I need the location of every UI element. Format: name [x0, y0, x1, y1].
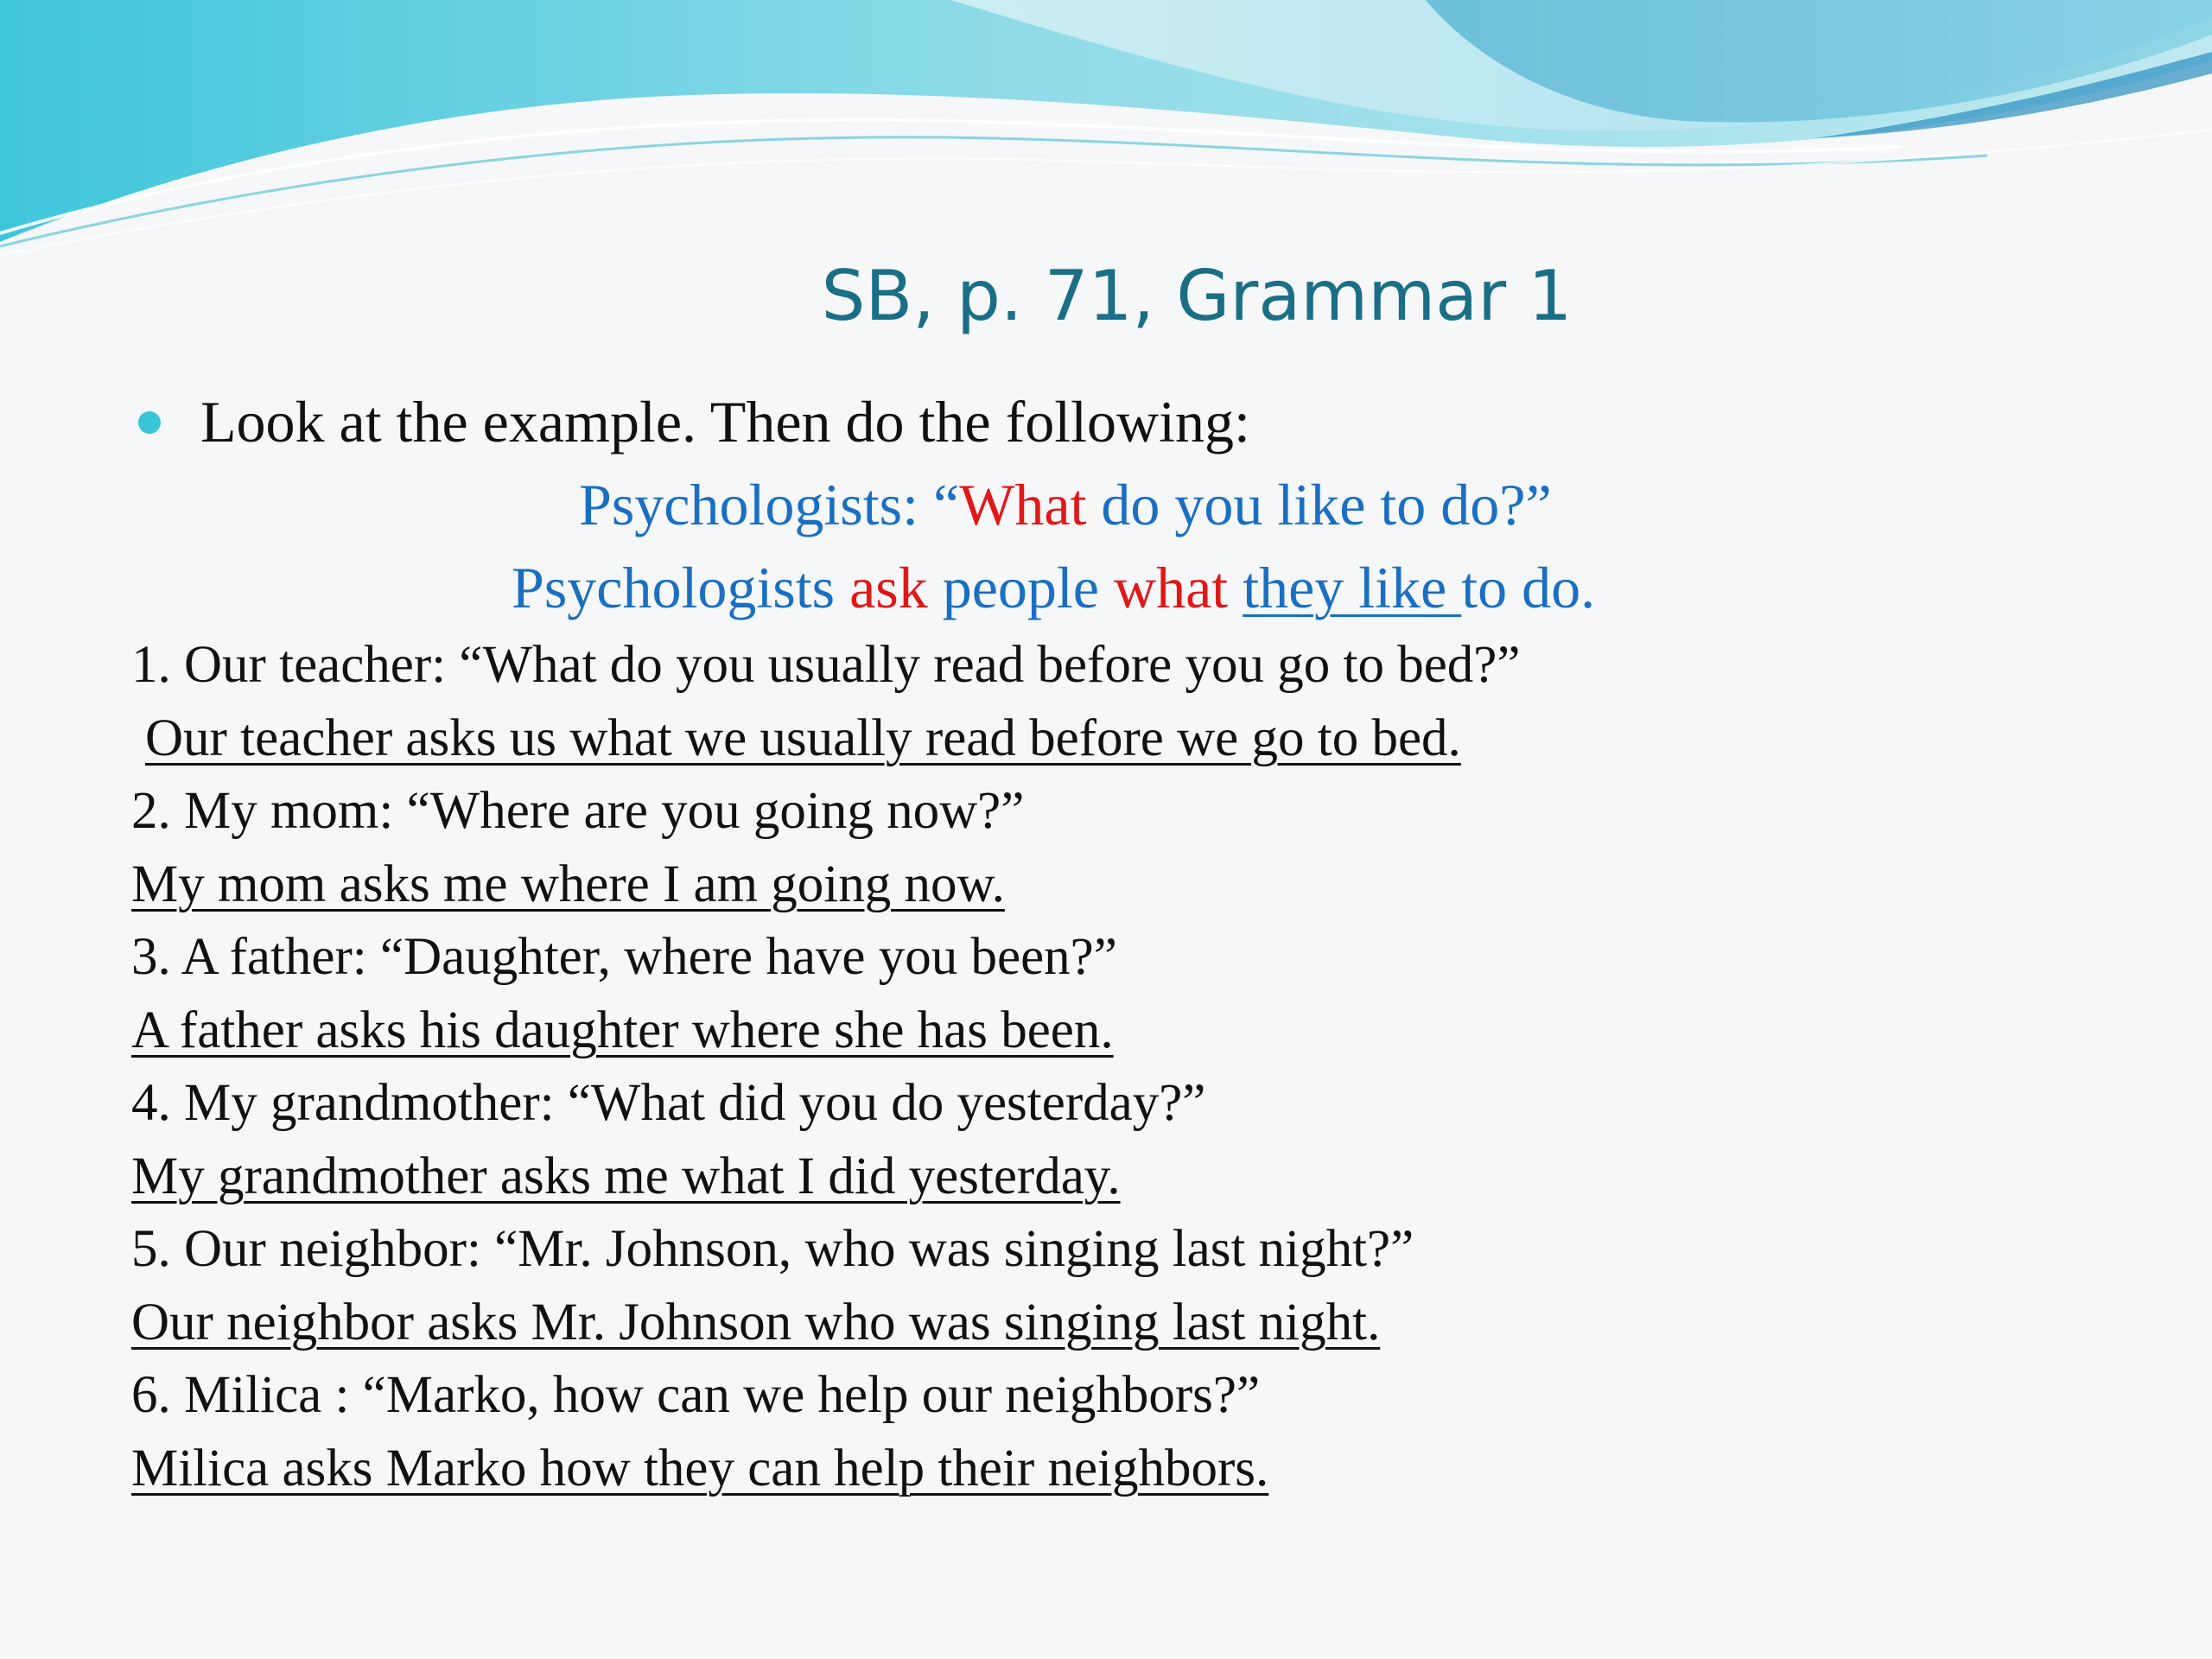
example-question-highlight: What: [959, 472, 1087, 537]
exercise-question: 3. A father: “Daughter, where have you been?”: [131, 928, 1117, 986]
exercise-question: 6. Milica : “Marko, how can we help our neighbors?”: [131, 1366, 1261, 1424]
exercise-answer: Our neighbor asks Mr. Johnson who was singing last night.: [131, 1293, 1381, 1351]
exercise-question: 2. My mom: “Where are you going now?”: [131, 782, 1025, 840]
example-answer-highlight: ask: [849, 555, 928, 620]
example-answer-highlight: what: [1114, 555, 1229, 620]
exercise-answer: Our teacher asks us what we usually read before we go to bed.: [145, 709, 1461, 767]
example-answer-underlined: they like: [1243, 555, 1462, 620]
example-answer-part: Psychologists: [512, 555, 850, 620]
slide-content: [131, 380, 2136, 1505]
example-question: [131, 463, 2136, 546]
example-question-part: do you like to do?”: [1086, 472, 1552, 537]
exercise-question: 5. Our neighbor: “Mr. Johnson, who was singing last night?”: [131, 1220, 1414, 1278]
example-answer-part: people: [927, 555, 1114, 620]
wave-header-decoration: [0, 0, 2212, 259]
instruction-text: Look at the example. Then do the following:: [200, 389, 1250, 454]
exercise-answer: Milica asks Marko how they can help their neighbors.: [131, 1439, 1269, 1497]
exercise-answer: A father asks his daughter where she has been.: [131, 1001, 1114, 1059]
example-answer-part: [1228, 555, 1243, 620]
example-answer: [131, 546, 2136, 629]
exercise-question: 1. Our teacher: “What do you usually read before you go to bed?”: [131, 636, 1521, 694]
instruction-line: [131, 380, 2136, 463]
exercise-question: 4. My grandmother: “What did you do yesterday?”: [131, 1074, 1206, 1132]
slide-title: SB, p. 71, Grammar 1: [821, 256, 1573, 336]
bullet-icon: [138, 411, 161, 434]
exercise-answer: My grandmother asks me what I did yesterday.: [131, 1147, 1121, 1205]
exercise-answer: My mom asks me where I am going now.: [131, 855, 1005, 913]
example-answer-part: to do.: [1461, 555, 1596, 620]
example-question-part: Psychologists: “: [579, 472, 960, 537]
